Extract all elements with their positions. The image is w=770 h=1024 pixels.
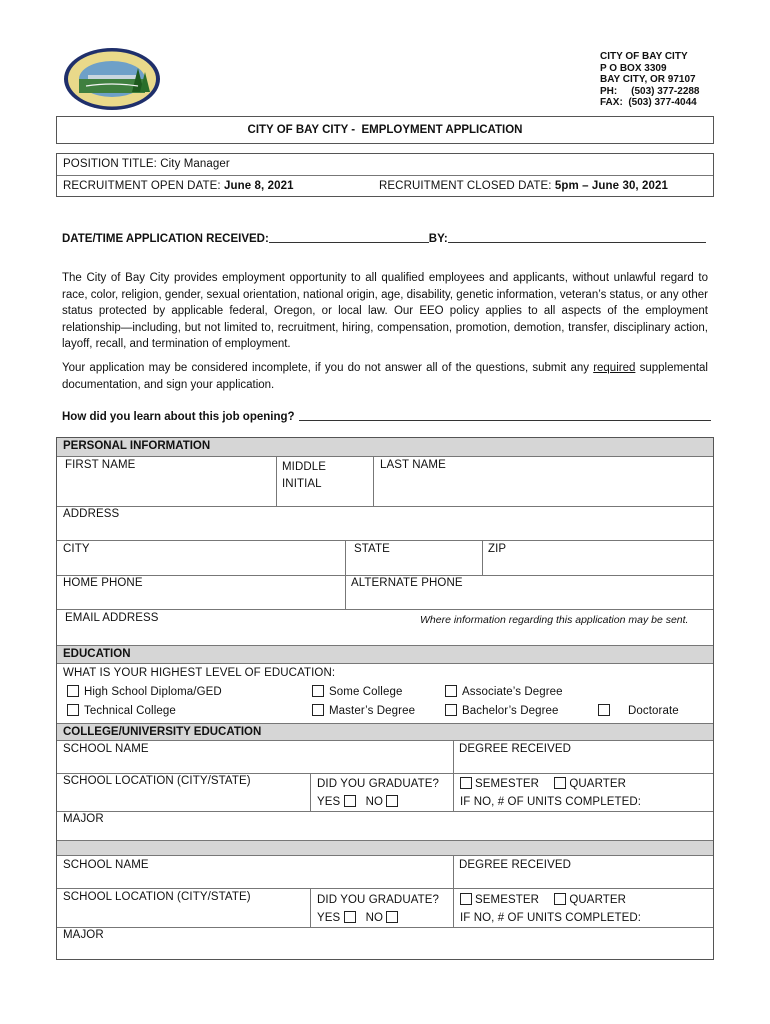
last-name-field[interactable] <box>380 459 710 503</box>
technical-college-label: Technical College <box>84 705 176 717</box>
option-bachelors[interactable] <box>445 704 559 717</box>
doctorate-label: Doctorate <box>628 705 679 717</box>
option-doctorate[interactable] <box>598 704 679 717</box>
address-line: CITY OF BAY CITY <box>600 51 688 62</box>
masters-checkbox[interactable] <box>312 704 324 716</box>
major-label: MAJOR <box>63 813 104 825</box>
did-graduate-label: DID YOU GRADUATE? <box>317 778 440 790</box>
home-phone-field[interactable] <box>63 577 338 607</box>
incomplete-text: Your application may be considered incomplete, if you do not answer all of the questions, submit any <box>62 362 594 374</box>
option-associates[interactable] <box>445 685 563 698</box>
first-name-field[interactable] <box>65 459 270 503</box>
eeo-statement: The City of Bay City provides employment opportunity to all qualified employees and applicants, without unlawful regard to race, color, religion, gender, sexual orientation, national origin, age, disability, genetic information, veteran’s status, or any other status protected by applicable federal, Oregon, or local law. Our EEO policy applies to all aspects of the employment relationship—including, but not limited to, recruitment, hiring, compensation, promotion, demotion, transfer, disciplinary action, layoff, recall, and termination of employment. <box>62 272 708 350</box>
option-technical-college[interactable] <box>67 704 176 717</box>
some-college-label: Some College <box>329 686 403 698</box>
did-graduate-group <box>317 775 439 811</box>
degree-received-label: DEGREE RECEIVED <box>459 743 572 755</box>
units-completed-label: IF NO, # OF UNITS COMPLETED: <box>460 796 642 808</box>
email-field[interactable] <box>65 612 405 642</box>
school-name-field-2[interactable] <box>63 859 448 885</box>
state-field[interactable] <box>354 543 476 573</box>
bachelors-label: Bachelor’s Degree <box>462 705 559 717</box>
graduate-yes-checkbox[interactable] <box>344 795 356 807</box>
position-box <box>56 153 714 197</box>
open-date-value: June 8, 2021 <box>223 180 294 192</box>
option-high-school[interactable] <box>67 685 222 698</box>
associates-label: Associate’s Degree <box>462 686 563 698</box>
some-college-checkbox[interactable] <box>312 685 324 697</box>
date-received-label: DATE/TIME APPLICATION RECEIVED: <box>62 233 269 245</box>
quarter-label: QUARTER <box>569 778 627 790</box>
major-field[interactable] <box>63 813 703 839</box>
degree-received-field-2[interactable] <box>459 859 709 885</box>
address-label: ADDRESS <box>63 508 120 520</box>
initial-label: INITIAL <box>282 478 322 490</box>
degree-received-field[interactable] <box>459 743 709 771</box>
doctorate-checkbox[interactable] <box>598 704 610 716</box>
no-label-2: NO <box>365 912 384 924</box>
city-field[interactable] <box>63 543 338 573</box>
quarter-label-2: QUARTER <box>569 894 627 906</box>
received-by-field[interactable] <box>448 230 706 243</box>
first-name-label: FIRST NAME <box>65 459 136 471</box>
address-line: P O BOX 3309 <box>600 62 667 74</box>
school-name-field[interactable] <box>63 743 448 771</box>
units-group <box>460 775 641 811</box>
email-label: EMAIL ADDRESS <box>65 612 159 624</box>
address-field[interactable] <box>63 508 703 538</box>
address-line: FAX: (503) 377-4044 <box>600 97 697 108</box>
learn-label: How did you learn about this job opening? <box>62 411 295 423</box>
open-date-label: RECRUITMENT OPEN DATE: <box>63 180 221 192</box>
high-school-label: High School Diploma/GED <box>84 686 222 698</box>
school-location-label-2: SCHOOL LOCATION (CITY/STATE) <box>63 891 251 903</box>
education-question: WHAT IS YOUR HIGHEST LEVEL OF EDUCATION: <box>63 667 336 679</box>
option-some-college[interactable] <box>312 685 402 698</box>
city-address-block <box>600 51 700 109</box>
personal-info-header: PERSONAL INFORMATION <box>57 438 713 457</box>
yes-label: YES <box>317 796 341 808</box>
address-line: BAY CITY, OR 97107 <box>600 74 696 85</box>
city-label: CITY <box>63 543 90 555</box>
semester-label-2: SEMESTER <box>475 894 540 906</box>
by-label: BY: <box>428 233 448 245</box>
closed-date-value: 5pm – June 30, 2021 <box>554 180 669 192</box>
bachelors-checkbox[interactable] <box>445 704 457 716</box>
middle-initial-field[interactable] <box>282 459 370 503</box>
semester-checkbox-2[interactable] <box>460 893 472 905</box>
school-location-field-2[interactable] <box>63 891 305 923</box>
learn-field[interactable] <box>299 408 711 421</box>
school-location-label: SCHOOL LOCATION (CITY/STATE) <box>63 775 251 787</box>
school-location-field[interactable] <box>63 775 305 807</box>
incomplete-text-end: supplemental documentation, and sign your application. <box>62 362 708 391</box>
application-form <box>56 437 714 960</box>
zip-label: ZIP <box>488 543 507 555</box>
graduate-no-checkbox[interactable] <box>386 795 398 807</box>
major-label-2: MAJOR <box>63 929 104 941</box>
major-field-2[interactable] <box>63 929 703 957</box>
email-note: Where information regarding this application may be sent. <box>420 614 689 626</box>
address-line: PH: (503) 377-2288 <box>600 85 700 97</box>
school-separator <box>57 840 713 856</box>
degree-received-label-2: DEGREE RECEIVED <box>459 859 572 871</box>
school-name-label: SCHOOL NAME <box>63 743 149 755</box>
date-received-field[interactable] <box>269 230 429 243</box>
units-completed-label-2: IF NO, # OF UNITS COMPLETED: <box>460 912 642 924</box>
home-phone-label: HOME PHONE <box>63 577 143 589</box>
college-header: COLLEGE/UNIVERSITY EDUCATION <box>57 723 713 741</box>
yes-label-2: YES <box>317 912 341 924</box>
no-label: NO <box>365 796 384 808</box>
did-graduate-group-2 <box>317 891 439 927</box>
quarter-checkbox[interactable] <box>554 777 566 789</box>
school-name-label-2: SCHOOL NAME <box>63 859 149 871</box>
semester-label: SEMESTER <box>475 778 540 790</box>
education-header: EDUCATION <box>57 645 713 664</box>
semester-checkbox[interactable] <box>460 777 472 789</box>
city-seal-logo <box>62 46 162 112</box>
alternate-phone-label: ALTERNATE PHONE <box>351 577 463 589</box>
form-title: CITY OF BAY CITY - EMPLOYMENT APPLICATION <box>247 124 523 136</box>
option-masters[interactable] <box>312 704 415 717</box>
required-word: required <box>593 362 636 374</box>
form-title-box <box>56 116 714 144</box>
masters-label: Master’s Degree <box>329 705 416 717</box>
alternate-phone-field[interactable] <box>351 577 706 607</box>
quarter-checkbox-2[interactable] <box>554 893 566 905</box>
high-school-checkbox[interactable] <box>67 685 79 697</box>
middle-label: MIDDLE <box>282 461 327 473</box>
incomplete-notice <box>62 360 708 393</box>
last-name-label: LAST NAME <box>380 459 446 471</box>
position-title-value: City Manager <box>160 158 230 170</box>
technical-college-checkbox[interactable] <box>67 704 79 716</box>
closed-date-label: RECRUITMENT CLOSED DATE: <box>379 180 552 192</box>
units-group-2 <box>460 891 641 927</box>
did-graduate-label-2: DID YOU GRADUATE? <box>317 894 440 906</box>
position-title-label: POSITION TITLE: <box>63 158 157 170</box>
zip-field[interactable] <box>488 543 708 573</box>
associates-checkbox[interactable] <box>445 685 457 697</box>
state-label: STATE <box>354 543 390 555</box>
graduate-yes-checkbox-2[interactable] <box>344 911 356 923</box>
graduate-no-checkbox-2[interactable] <box>386 911 398 923</box>
